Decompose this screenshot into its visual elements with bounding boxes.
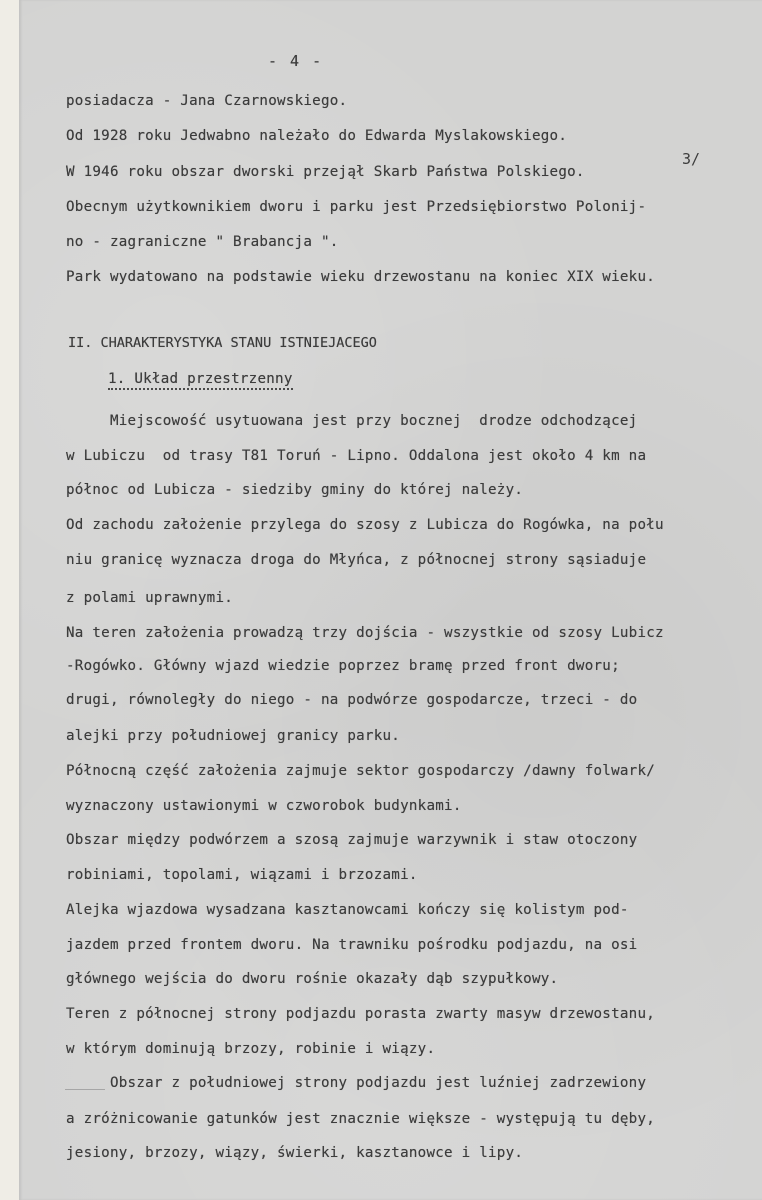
text-line: Północną część założenia zajmuje sektor gospodarczy /dawny folwark/ xyxy=(66,763,656,779)
text-line: drugi, równoległy do niego - na podwórze gospodarcze, trzeci - do xyxy=(66,692,638,708)
page-number: - 4 - xyxy=(268,52,324,70)
text-line: Od 1928 roku Jedwabno należało do Edwarda Myslakowskiego. xyxy=(66,128,568,144)
text-line: Od zachodu założenie przylega do szosy z Lubicza do Rogówka, na połu xyxy=(66,517,664,533)
scan-margin xyxy=(0,0,19,1200)
text-line: Teren z północnej strony podjazdu porasta zwarty masyw drzewostanu, xyxy=(66,1006,656,1022)
text-line: W 1946 roku obszar dworski przejął Skarb Państwa Polskiego. xyxy=(66,164,585,180)
text-line: w którym dominują brzozy, robinie i wiązy. xyxy=(66,1041,436,1057)
text-line: Obszar z południowej strony podjazdu jest luźniej zadrzewiony xyxy=(66,1075,647,1091)
text-line: jesiony, brzozy, wiązy, świerki, kasztanowce i lipy. xyxy=(66,1145,524,1161)
text-line: w Lubiczu od trasy T81 Toruń - Lipno. Oddalona jest około 4 km na xyxy=(66,448,647,464)
text-line: Miejscowość usytuowana jest przy bocznej drodze odchodzącej xyxy=(66,413,638,429)
text-line: no - zagraniczne " Brabancja ". xyxy=(66,234,339,250)
text-line: wyznaczony ustawionymi w czworobok budynkami. xyxy=(66,798,462,814)
text-line: Obszar między podwórzem a szosą zajmuje warzywnik i staw otoczony xyxy=(66,832,638,848)
text-line: z polami uprawnymi. xyxy=(66,590,234,606)
text-line: robiniami, topolami, wiązami i brzozami. xyxy=(66,867,418,883)
text-line: Park wydatowano na podstawie wieku drzewostanu na koniec XIX wieku. xyxy=(66,269,656,285)
text-line: posiadacza - Jana Czarnowskiego. xyxy=(66,93,348,109)
text-line: jazdem przed frontem dworu. Na trawniku pośrodku podjazdu, na osi xyxy=(66,937,638,953)
footnote-reference: 3/ xyxy=(682,150,701,168)
text-line: Alejka wjazdowa wysadzana kasztanowcami kończy się kolistym pod- xyxy=(66,902,629,918)
subsection-heading: 1. Układ przestrzenny xyxy=(108,371,293,390)
text-line: Obecnym użytkownikiem dworu i parku jest Przedsiębiorstwo Polonij- xyxy=(66,199,647,215)
text-line: niu granicę wyznacza droga do Młyńca, z północnej strony sąsiaduje xyxy=(66,552,647,568)
section-heading: II. CHARAKTERYSTYKA STANU ISTNIEJACEGO xyxy=(68,335,377,351)
text-line: głównego wejścia do dworu rośnie okazały dąb szypułkowy. xyxy=(66,971,559,987)
text-line: alejki przy południowej granicy parku. xyxy=(66,728,401,744)
text-line: Na teren założenia prowadzą trzy dojścia - wszystkie od szosy Lubicz xyxy=(66,625,664,641)
text-line: północ od Lubicza - siedziby gminy do której należy. xyxy=(66,482,524,498)
text-line: a zróżnicowanie gatunków jest znacznie większe - występują tu dęby, xyxy=(66,1111,656,1127)
text-line: -Rogówko. Główny wjazd wiedzie poprzez bramę przed front dworu; xyxy=(66,658,620,674)
